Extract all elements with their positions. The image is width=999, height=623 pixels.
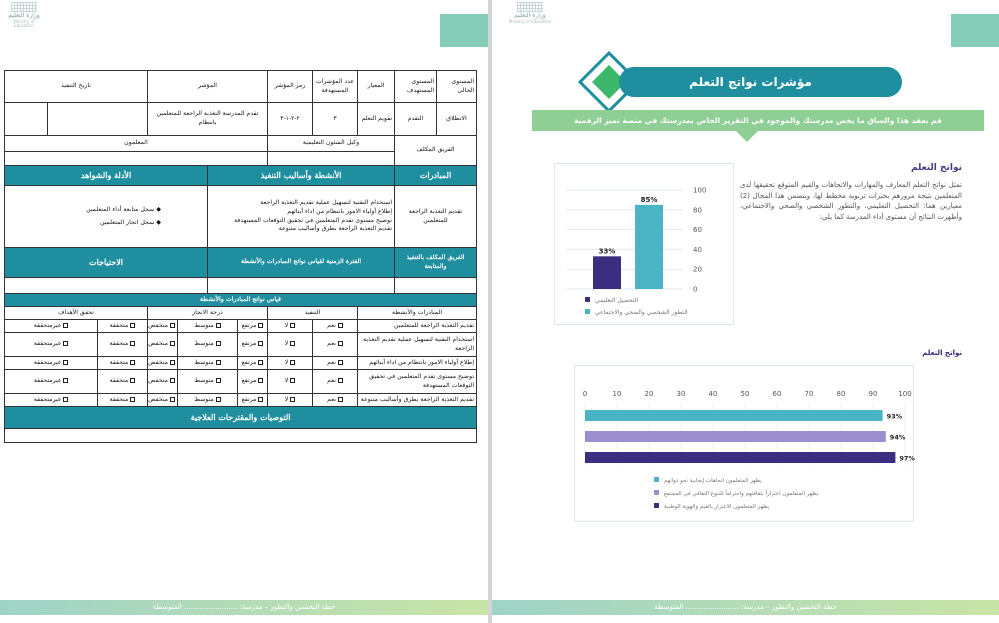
measure-row-label: تقديم التغذية الراجعة بطرق وأساليب متنوعة bbox=[358, 394, 477, 407]
option-label: مرتفع bbox=[241, 377, 257, 384]
checkbox-icon[interactable] bbox=[338, 397, 343, 402]
m-hdr-initiatives: المبادرات والأنشطة bbox=[358, 307, 477, 320]
option-label: مرتفع bbox=[241, 395, 257, 403]
y-tick-label: 100 bbox=[693, 186, 707, 195]
team-label: الفريق المكلف bbox=[395, 136, 477, 166]
recommendations-value bbox=[5, 429, 477, 443]
option-low[interactable] bbox=[148, 370, 178, 394]
checkbox-icon[interactable] bbox=[338, 378, 343, 383]
option-not-achieved[interactable] bbox=[5, 394, 98, 407]
legend-swatch bbox=[585, 297, 590, 302]
team-member-1: وكيل الشئون التعليمية bbox=[268, 136, 395, 152]
recommendations-header: التوصيات والمقترحات العلاجية bbox=[5, 407, 477, 429]
m-hdr-goals: تحقق الأهداف bbox=[5, 307, 148, 320]
option-high[interactable] bbox=[238, 333, 268, 357]
measure-row bbox=[5, 357, 477, 370]
cell-target-level: التقدم bbox=[395, 103, 437, 136]
chart-1-frame bbox=[554, 163, 734, 325]
option-label: غيرمتحققة bbox=[33, 377, 62, 384]
x-tick-label: 50 bbox=[740, 390, 750, 398]
plan-page-left bbox=[0, 0, 488, 623]
hdr-indicators-count: عدد المؤشرات المستهدفة bbox=[313, 71, 358, 103]
checkbox-icon[interactable] bbox=[216, 341, 221, 346]
option-label: غيرمتحققة bbox=[33, 340, 62, 347]
option-label: متحققة bbox=[109, 377, 129, 384]
legend-swatch bbox=[654, 477, 659, 482]
initiatives-header: المبادرات bbox=[395, 166, 477, 186]
measure-row bbox=[5, 320, 477, 333]
legend-label: يظهر المتعلمون اعتزازاً بثقافتهم واحتراماً للتنوع الثقافي في المجتمع bbox=[664, 491, 819, 497]
page-title: مؤشرات نواتج التعلم bbox=[619, 67, 902, 97]
checkbox-icon[interactable] bbox=[170, 323, 175, 328]
initiative-cell: تقديم التغذية الراجعة للمتعلمين bbox=[395, 186, 477, 248]
option-achieved[interactable] bbox=[98, 394, 148, 407]
option-low[interactable] bbox=[148, 394, 178, 407]
option-no[interactable] bbox=[268, 370, 313, 394]
bar bbox=[635, 205, 663, 289]
option-not-achieved[interactable] bbox=[5, 370, 98, 394]
legend-swatch bbox=[654, 490, 659, 495]
hdr-indicator-code: رمز المؤشر bbox=[268, 71, 313, 103]
option-no[interactable] bbox=[268, 357, 313, 370]
checkbox-icon[interactable] bbox=[338, 341, 343, 346]
legend-swatch bbox=[585, 309, 590, 314]
option-achieved[interactable] bbox=[98, 370, 148, 394]
option-mid[interactable] bbox=[178, 333, 238, 357]
option-low[interactable] bbox=[148, 333, 178, 357]
evidence-header: الأدلة والشواهد bbox=[5, 166, 208, 186]
measure-row-label: توضيح مستوى تقدم المتعلمين في تحقيق التوقعات المستهدفة bbox=[358, 370, 477, 394]
checkbox-icon[interactable] bbox=[290, 341, 295, 346]
option-label: نعم bbox=[327, 358, 336, 366]
legend-label: يظهر المتعلمون اتجاهات إيجابية نحو ذواتهم bbox=[664, 478, 762, 484]
indicators-page-right bbox=[492, 0, 999, 623]
measure-row bbox=[5, 394, 477, 407]
measure-row-label: إطلاع أولياء الامور بانتظام من اداء أبنائهم bbox=[358, 357, 477, 370]
needs-value bbox=[5, 278, 208, 294]
data-label: 93% bbox=[886, 412, 903, 421]
option-label: نعم bbox=[327, 321, 336, 329]
option-mid[interactable] bbox=[178, 357, 238, 370]
option-label: غيرمتحققة bbox=[33, 395, 62, 403]
option-label: متحققة bbox=[109, 395, 129, 403]
x-tick-label: 70 bbox=[804, 390, 814, 398]
bar bbox=[585, 431, 886, 442]
option-yes[interactable] bbox=[313, 320, 358, 333]
checkbox-icon[interactable] bbox=[130, 397, 135, 402]
option-mid[interactable] bbox=[178, 320, 238, 333]
team-member-2: المعلمون bbox=[5, 136, 268, 152]
checkbox-icon[interactable] bbox=[258, 341, 263, 346]
followup-team: الفريق المكلف بالتنفيذ والمتابعة bbox=[395, 248, 477, 278]
option-label: منخفض bbox=[148, 340, 169, 347]
legend-label: يظهر المتعلمون الاعتزاز بالقيم والهوية الوطنية bbox=[664, 504, 770, 510]
time-period-value bbox=[208, 278, 395, 294]
option-label: متوسط bbox=[194, 340, 214, 347]
hdr-indicator: المؤشر bbox=[148, 71, 268, 103]
y-tick-label: 40 bbox=[693, 245, 702, 254]
cell-standard: تقويم التعلم bbox=[358, 103, 395, 136]
checkbox-icon[interactable] bbox=[216, 397, 221, 402]
section-paragraph: تمثل نواتج التعلم المعارف والمهارات والاتجاهات والقيم المتوقع تحقيقها لدى المتعلمين نتيجة مرورهم بخبرات تربوية مخطط لها، ويتضمن هذا المجال (2) معيارين هما: التحصيل التعليمي، والتطور الشخصي والصحي والاجتماعي، وأظهرت النتائج أن مستوى أداء المدرسة كما يلي: bbox=[740, 181, 962, 221]
hdr-execution-date: تاريخ التنفيذ bbox=[5, 71, 148, 103]
checkbox-icon[interactable] bbox=[290, 360, 295, 365]
checkbox-icon[interactable] bbox=[290, 378, 295, 383]
activities-cell bbox=[208, 186, 395, 248]
activity-3: توضيح مستوى تقدم المتعلمين في تحقيق التوقعات المستهدفة bbox=[234, 216, 393, 224]
cell-indicator-code: ٢-٢-١-٣ bbox=[268, 103, 313, 136]
bar bbox=[585, 410, 883, 421]
option-high[interactable] bbox=[238, 370, 268, 394]
measure-row-label: استخدام التقنية لتسهيل عملية تقديم التغذية الراجعة bbox=[358, 333, 477, 357]
data-label: 33% bbox=[598, 247, 616, 256]
legend-label: التطور الشخصي والصحي والاجتماعي bbox=[595, 309, 688, 316]
y-tick-label: 60 bbox=[693, 226, 702, 235]
option-no[interactable] bbox=[268, 333, 313, 357]
option-achieved[interactable] bbox=[98, 320, 148, 333]
checkbox-icon[interactable] bbox=[290, 397, 295, 402]
option-no[interactable] bbox=[268, 394, 313, 407]
checkbox-icon[interactable] bbox=[170, 360, 175, 365]
x-tick-label: 100 bbox=[898, 390, 912, 398]
cell-current-level: الانطلاق bbox=[437, 103, 477, 136]
checkbox-icon[interactable] bbox=[63, 378, 68, 383]
y-tick-label: 0 bbox=[693, 285, 698, 294]
option-label: مرتفع bbox=[241, 358, 257, 366]
bullet-icon: ◆ bbox=[154, 205, 162, 213]
ministry-logo: وزارة التعليم Ministry of Education bbox=[4, 2, 44, 28]
option-yes[interactable] bbox=[313, 357, 358, 370]
footer-bar: خطة التحسين والتطور – مدرسة: ........................ المتوسطة bbox=[492, 600, 999, 615]
x-tick-label: 40 bbox=[708, 390, 718, 398]
checkbox-icon[interactable] bbox=[63, 397, 68, 402]
checkbox-icon[interactable] bbox=[170, 378, 175, 383]
checkbox-icon[interactable] bbox=[130, 378, 135, 383]
option-low[interactable] bbox=[148, 320, 178, 333]
bar bbox=[585, 452, 895, 463]
option-label: غيرمتحققة bbox=[33, 358, 62, 366]
checkbox-icon[interactable] bbox=[130, 360, 135, 365]
option-yes[interactable] bbox=[313, 370, 358, 394]
x-tick-label: 30 bbox=[676, 390, 686, 398]
cell-execution-date bbox=[48, 103, 148, 136]
vertical-bar-chart bbox=[555, 164, 735, 326]
option-high[interactable] bbox=[238, 357, 268, 370]
hdr-standard: المعيار bbox=[358, 71, 395, 103]
x-tick-label: 80 bbox=[836, 390, 846, 398]
option-high[interactable] bbox=[238, 394, 268, 407]
option-label: مرتفع bbox=[241, 321, 257, 329]
option-label: متوسط bbox=[194, 395, 214, 403]
m-hdr-achievement: درجة الانجاز bbox=[148, 307, 268, 320]
option-label: منخفض bbox=[148, 321, 169, 329]
option-label: متوسط bbox=[194, 358, 214, 366]
data-label: 97% bbox=[899, 454, 915, 463]
checkbox-icon[interactable] bbox=[170, 341, 175, 346]
x-tick-label: 90 bbox=[868, 390, 878, 398]
checkbox-icon[interactable] bbox=[290, 323, 295, 328]
evidence-1: سجل متابعة أداء المتعلمين bbox=[86, 205, 155, 213]
followup-team-value bbox=[395, 278, 477, 294]
x-tick-label: 0 bbox=[582, 390, 588, 398]
checkbox-icon[interactable] bbox=[338, 360, 343, 365]
activity-2: إطلاع أولياء الامور بانتظام من اداء أبنائهم bbox=[287, 207, 393, 215]
option-label: متحققة bbox=[109, 358, 129, 366]
x-tick-label: 20 bbox=[644, 390, 654, 398]
checkbox-icon[interactable] bbox=[216, 360, 221, 365]
time-period: الفترة الزمنية لقياس نواتج المبادرات والأنشطة bbox=[208, 248, 395, 278]
option-label: منخفض bbox=[148, 358, 169, 366]
checkbox-icon[interactable] bbox=[130, 323, 135, 328]
option-label: لا bbox=[284, 377, 289, 384]
bullet-icon: ◆ bbox=[154, 218, 162, 226]
option-mid[interactable] bbox=[178, 370, 238, 394]
option-yes[interactable] bbox=[313, 394, 358, 407]
checkbox-icon[interactable] bbox=[216, 323, 221, 328]
option-label: نعم bbox=[327, 377, 336, 384]
chart-2-heading: نواتج التعلم bbox=[922, 349, 962, 357]
down-arrow-icon bbox=[736, 131, 758, 142]
checkbox-icon[interactable] bbox=[63, 360, 68, 365]
x-tick-label: 60 bbox=[772, 390, 782, 398]
option-label: نعم bbox=[327, 340, 336, 347]
improvement-plan-table bbox=[4, 70, 477, 443]
team-member-empty-2 bbox=[5, 152, 268, 166]
option-label: منخفض bbox=[148, 377, 169, 384]
measure-row bbox=[5, 370, 477, 394]
checkbox-icon[interactable] bbox=[63, 341, 68, 346]
measure-row-label: تقديم التغذية الراجعة للمتعلمين bbox=[358, 320, 477, 333]
ministry-logo: وزارة التعليم Ministry of Education bbox=[508, 2, 552, 24]
footer-bar: خطة التحسين والتطور – مدرسة: ........................ المتوسطة bbox=[0, 600, 488, 615]
option-label: غيرمتحققة bbox=[33, 321, 62, 329]
option-yes[interactable] bbox=[313, 333, 358, 357]
legend-swatch bbox=[654, 503, 659, 508]
m-hdr-execution: التنفيذ bbox=[268, 307, 358, 320]
checkbox-icon[interactable] bbox=[170, 397, 175, 402]
activities-header: الأنشطة وأساليب التنفيذ bbox=[208, 166, 395, 186]
activity-1: استخدام التقنية لتسهيل عملية تقديم التغذية الراجعة bbox=[260, 198, 393, 206]
bar bbox=[593, 256, 621, 289]
option-label: مرتفع bbox=[241, 340, 257, 347]
instruction-banner: قم بعقد هذا والساق ما يخص مدرستك والموجود في التقرير الخاص بمدرستك في منصة تميز الرقمية bbox=[532, 110, 984, 131]
checkbox-icon[interactable] bbox=[258, 397, 263, 402]
chart-2-frame bbox=[574, 365, 914, 522]
checkbox-icon[interactable] bbox=[258, 323, 263, 328]
option-mid[interactable] bbox=[178, 394, 238, 407]
checkbox-icon[interactable] bbox=[258, 378, 263, 383]
team-member-empty-1 bbox=[268, 152, 395, 166]
option-not-achieved[interactable] bbox=[5, 320, 98, 333]
cell-indicator: تقدم المدرسة التغذية الراجعة للمتعلمين بانتظام bbox=[148, 103, 268, 136]
option-label: لا bbox=[284, 395, 289, 403]
option-achieved[interactable] bbox=[98, 357, 148, 370]
measure-row bbox=[5, 333, 477, 357]
option-not-achieved[interactable] bbox=[5, 357, 98, 370]
activity-4: تقديم التغذية الراجعة بطرق وأساليب متنوعة bbox=[278, 225, 393, 233]
measure-title: قياس نواتج المبادرات والأنشطة bbox=[5, 294, 477, 307]
corner-tab bbox=[951, 14, 999, 47]
data-label: 94% bbox=[889, 433, 906, 442]
option-not-achieved[interactable] bbox=[5, 333, 98, 357]
needs: الاحتياجات bbox=[5, 248, 208, 278]
checkbox-icon[interactable] bbox=[258, 360, 263, 365]
evidence-2: سجل انجاز المتعلمين bbox=[99, 218, 155, 226]
hdr-current-level: المستوى الحالي bbox=[437, 71, 477, 103]
x-tick-label: 10 bbox=[612, 390, 622, 398]
option-label: منخفض bbox=[148, 395, 169, 403]
checkbox-icon[interactable] bbox=[338, 323, 343, 328]
checkbox-icon[interactable] bbox=[130, 341, 135, 346]
option-low[interactable] bbox=[148, 357, 178, 370]
option-no[interactable] bbox=[268, 320, 313, 333]
checkbox-icon[interactable] bbox=[216, 378, 221, 383]
option-label: متوسط bbox=[194, 377, 214, 384]
section-heading: نواتج التعلم bbox=[910, 163, 962, 173]
cell-indicators-count: ٣ bbox=[313, 103, 358, 136]
corner-tab bbox=[440, 14, 488, 47]
option-label: متحققة bbox=[109, 340, 129, 347]
option-label: لا bbox=[284, 340, 289, 347]
option-label: متحققة bbox=[109, 321, 129, 329]
option-achieved[interactable] bbox=[98, 333, 148, 357]
legend-label: التحصيل التعليمي bbox=[595, 297, 639, 304]
option-label: متوسط bbox=[194, 321, 214, 329]
horizontal-bar-chart bbox=[575, 366, 915, 523]
hdr-target-level: المستوى المستهدف bbox=[395, 71, 437, 103]
option-label: لا bbox=[284, 321, 289, 329]
y-tick-label: 20 bbox=[693, 265, 702, 274]
evidence-cell bbox=[5, 186, 208, 248]
y-tick-label: 80 bbox=[693, 206, 702, 215]
option-label: نعم bbox=[327, 395, 336, 403]
option-high[interactable] bbox=[238, 320, 268, 333]
data-label: 85% bbox=[640, 195, 658, 204]
option-label: لا bbox=[284, 358, 289, 366]
cell-execution-date-2 bbox=[5, 103, 48, 136]
checkbox-icon[interactable] bbox=[63, 323, 68, 328]
